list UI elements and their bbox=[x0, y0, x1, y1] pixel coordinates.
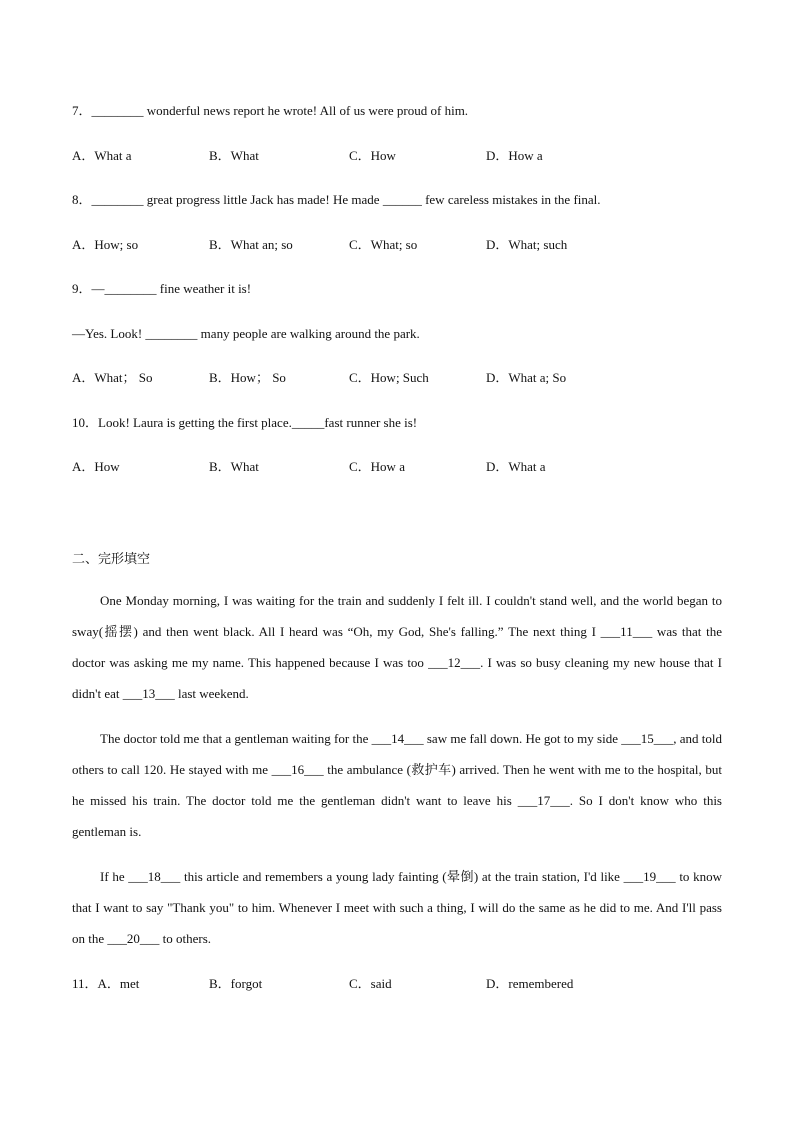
option-d: D．What a bbox=[486, 459, 546, 474]
option-a: 11．A．met bbox=[72, 976, 140, 991]
option-b: B．How； So bbox=[209, 370, 286, 385]
question-8-stem: 8．________ great progress little Jack has made! He made ______ few careless mistakes in the final. bbox=[72, 192, 601, 207]
option-d: D．What; such bbox=[486, 237, 568, 252]
passage-paragraph-3: If he ___18___ this article and remembers a young lady fainting (晕倒) at the train station, I'd like ___19___ to know that I want to say "Thank you" to him. Whenever I meet with such a thing, I will do the same as he did to me. And I'll pass on the ___20___ to others. bbox=[72, 869, 722, 946]
option-c: C．How bbox=[349, 148, 396, 163]
question-7-stem: 7．________ wonderful news report he wrote! All of us were proud of him. bbox=[72, 103, 469, 118]
option-c: C．What; so bbox=[349, 237, 418, 252]
option-b: B．What bbox=[209, 148, 259, 163]
question-9-stem-reply: —Yes. Look! ________ many people are walking around the park. bbox=[72, 326, 420, 341]
option-c: C．How; Such bbox=[349, 370, 429, 385]
section-title: 二、完形填空 bbox=[72, 552, 151, 567]
option-d: D．remembered bbox=[486, 976, 574, 991]
passage-paragraph-1: One Monday morning, I was waiting for the train and suddenly I felt ill. I couldn't stand well, and the world began to sway(摇摆) and then went black. All I heard was “Oh, my God, She's falling.” The next thing I ___11___ was that the doctor was asking me my name. This happened because I was too ___12___. I was so busy cleaning my new house that I didn't eat ___13___ last weekend. bbox=[72, 593, 722, 701]
option-a: A．How; so bbox=[72, 237, 139, 252]
passage-paragraph-2: The doctor told me that a gentleman waiting for the ___14___ saw me fall down. He got to my side ___15___, and told others to call 120. He stayed with me ___16___ the ambulance (救护车) arrived. Then he went with me to the hospital, but he missed his train. The doctor told me the gentleman didn't want to leave his ___17___. So I don't know who this gentleman is. bbox=[72, 731, 722, 839]
question-10-stem: 10．Look! Laura is getting the first place._____fast runner she is! bbox=[72, 415, 418, 430]
option-c: C．How a bbox=[349, 459, 405, 474]
option-a: A．What a bbox=[72, 148, 132, 163]
option-d: D．How a bbox=[486, 148, 543, 163]
option-b: B．What an; so bbox=[209, 237, 293, 252]
option-a: A．How bbox=[72, 459, 120, 474]
option-c: C．said bbox=[349, 976, 392, 991]
option-b: B．What bbox=[209, 459, 259, 474]
option-a: A．What； So bbox=[72, 370, 153, 385]
question-9-stem: 9．—________ fine weather it is! bbox=[72, 281, 252, 296]
option-d: D．What a; So bbox=[486, 370, 567, 385]
option-b: B．forgot bbox=[209, 976, 263, 991]
